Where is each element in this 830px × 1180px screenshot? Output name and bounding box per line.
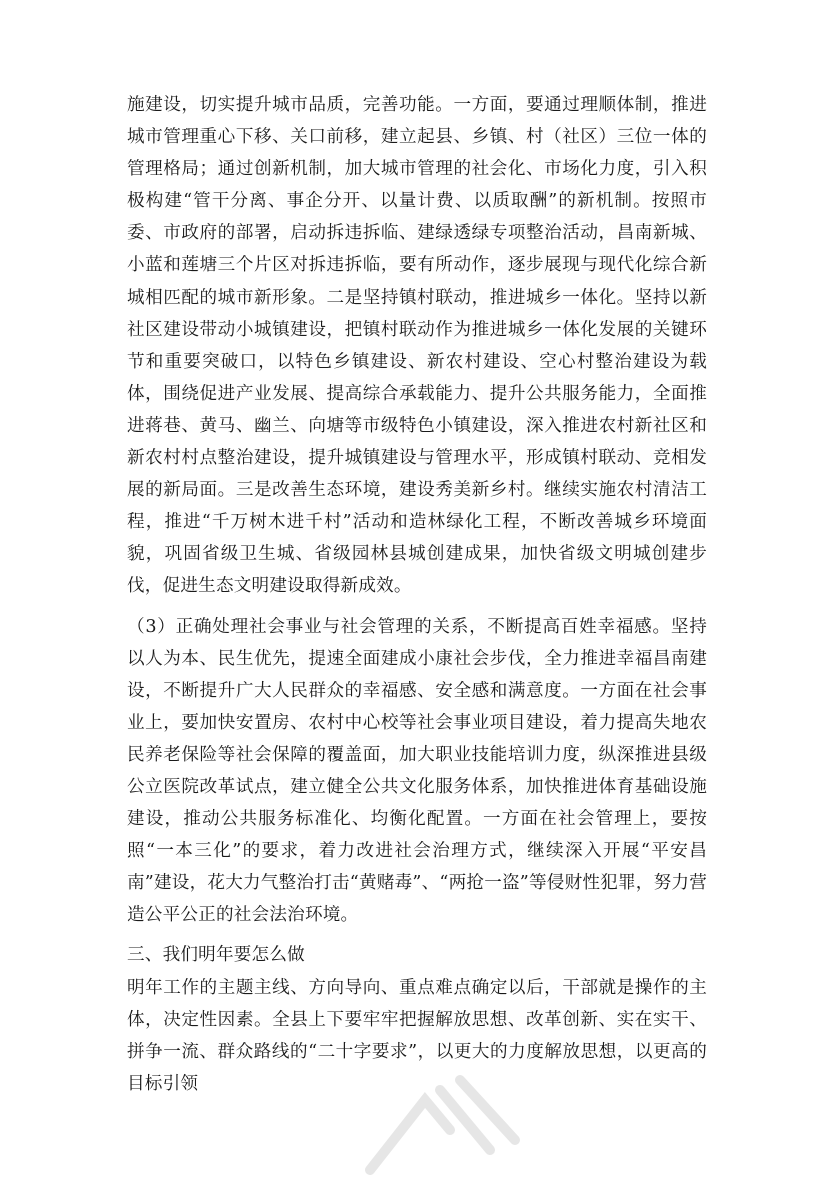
body-paragraph-2: （3）正确处理社会事业与社会管理的关系，不断提高百姓幸福感。坚持以人为本、民生优先，提速全面建成小康社会步伐，全力推进幸福昌南建设，不断提升广大人民群众的幸福感、安全感和满意度。一方面在社会事业上，要加快安置房、农村中心校等社会事业项目建设，着力提高失地农民养老保险等社会保障的覆盖面，加大职业技能培训力度，纵深推进县级公立医院改革试点，建立健全公共文化服务体系，加快推进体育基础设施建设，推动公共服务标准化、均衡化配置。一方面在社会管理上，要按照“一本三化”的要求，着力改进社会治理方式，继续深入开展“平安昌南”建设，花大力气整治打击“黄赌毒”、“两抢一盗”等侵财性犯罪，努力营造公平公正的社会法治环境。 <box>127 616 707 926</box>
closing-paragraph: 明年工作的主题主线、方向导向、重点难点确定以后，干部就是操作的主体，决定性因素。全县上下要牢牢把握解放思想、改革创新、实在实干、拼争一流、群众路线的“二十字要求”，以更大的力度解放思想，以更高的目标引领 <box>127 977 707 1094</box>
document-body <box>127 89 707 1100</box>
section-heading: 三、我们明年要怎么做 <box>127 945 305 966</box>
body-paragraph-1: 施建设，切实提升城市品质，完善功能。一方面，要通过理顺体制，推进城市管理重心下移、关口前移，建立起县、乡镇、村（社区）三位一体的管理格局；通过创新机制，加大城市管理的社会化、市场化力度，引入积极构建“管干分离、事企分开、以量计费、以质取酬”的新机制。按照市委、市政府的部署，启动拆违拆临、建绿透绿专项整治活动，昌南新城、小蓝和莲塘三个片区对拆违拆临，要有所动作，逐步展现与现代化综合新城相匹配的城市新形象。二是坚持镇村联动，推进城乡一体化。坚持以新社区建设带动小城镇建设，把镇村联动作为推进城乡一体化发展的关键环节和重要突破口，以特色乡镇建设、新农村建设、空心村整治建设为载体，围绕促进产业发展、提高综合承载能力、提升公共服务能力，全面推进蒋巷、黄马、幽兰、向塘等市级特色小镇建设，深入推进农村新社区和新农村村点整治建设，提升城镇建设与管理水平，形成镇村联动、竞相发展的新局面。三是改善生态环境，建设秀美新乡村。继续实施农村清洁工程，推进“千万树木进千村”活动和造林绿化工程，不断改善城乡环境面貌，巩固省级卫生城、省级园林县城创建成果，加快省级文明城创建步伐，促进生态文明建设取得新成效。 <box>127 95 707 597</box>
